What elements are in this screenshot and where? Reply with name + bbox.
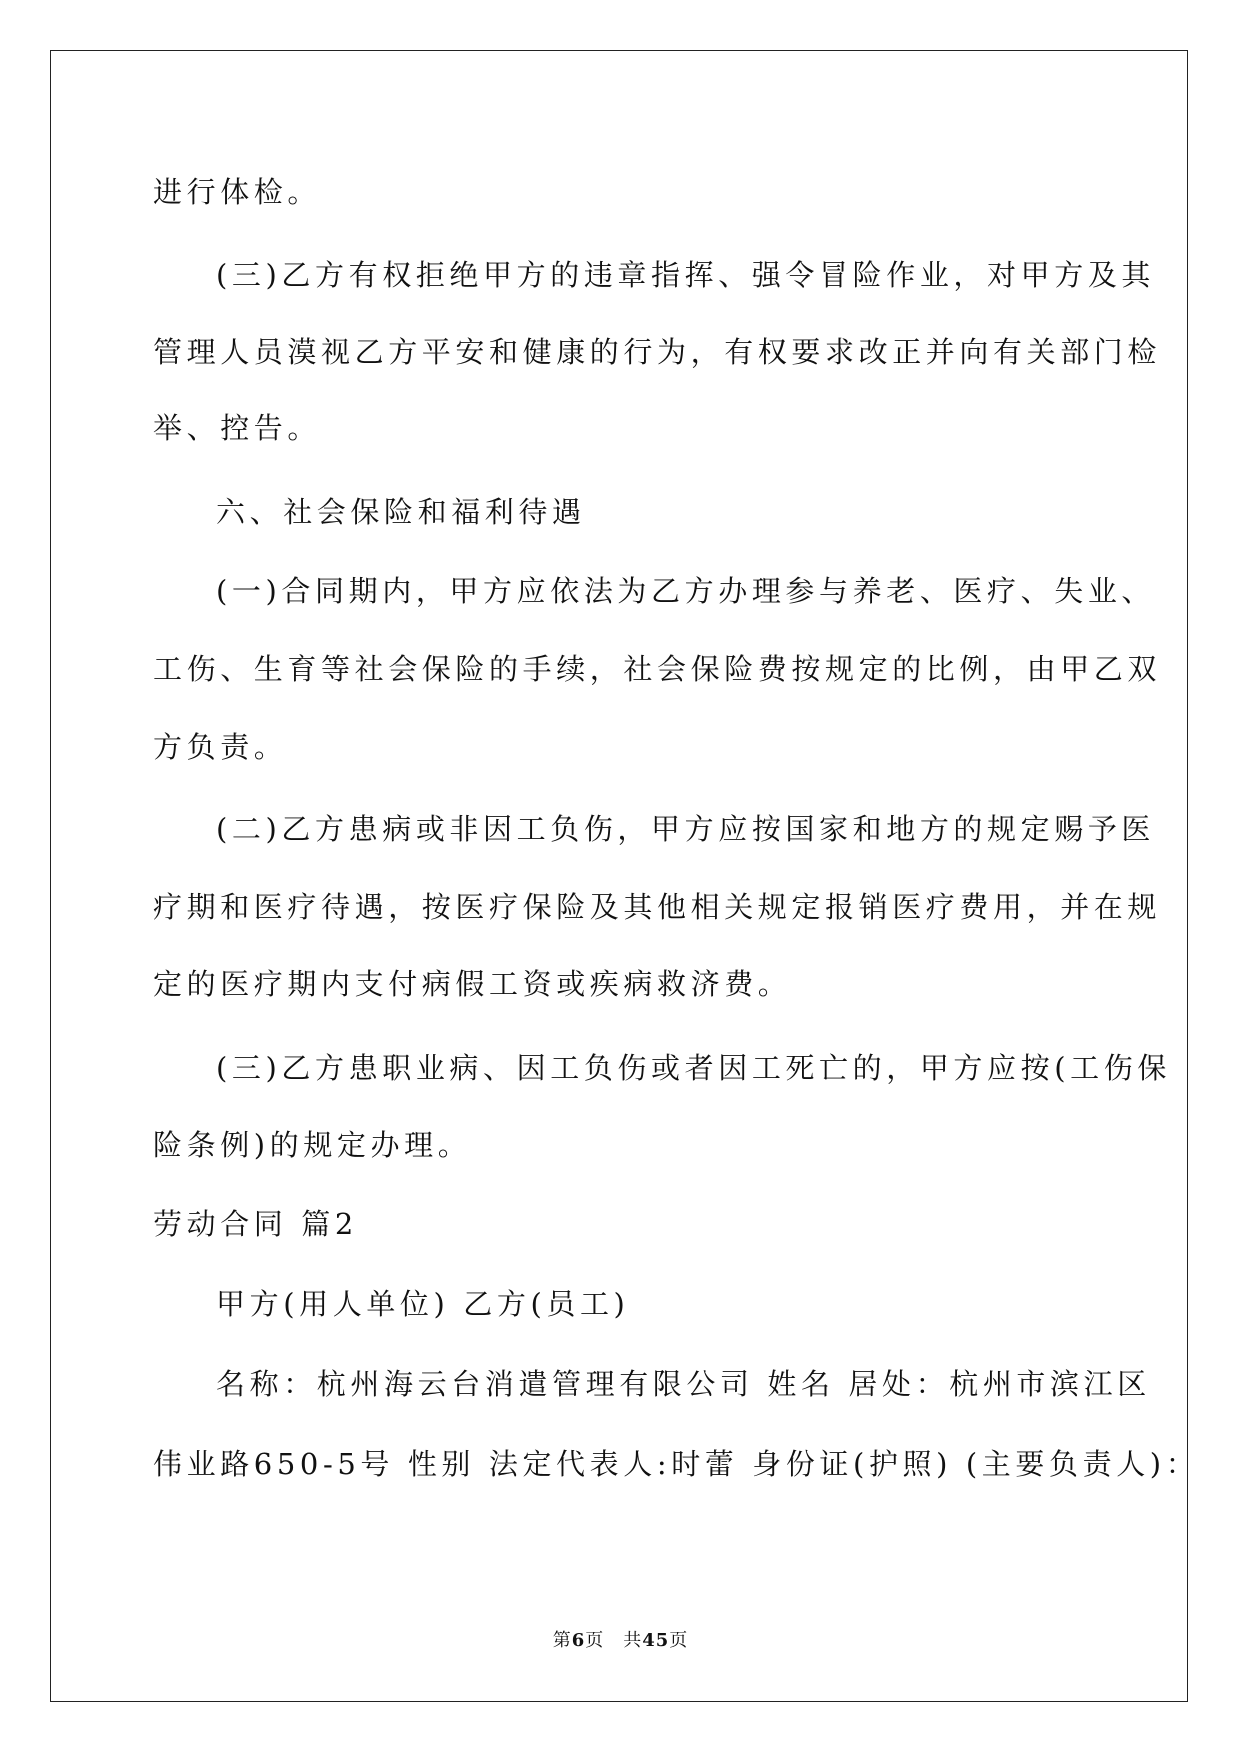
body-text-line: (一)合同期内，甲方应依法为乙方办理参与养老、医疗、失业、 (216, 574, 1156, 608)
body-text-line: 进行体检。 (153, 175, 322, 209)
page-footer (0, 1626, 1241, 1652)
body-text-line: (三)乙方有权拒绝甲方的违章指挥、强令冒险作业，对甲方及其 (216, 258, 1156, 292)
total-page-number: 45 (642, 1630, 670, 1651)
body-text-line: 甲方(用人单位) 乙方(员工) (216, 1287, 630, 1321)
body-text-line: 伟业路650-5号 性别 法定代表人:时蕾 身份证(护照) (主要负责人)： (153, 1447, 1200, 1481)
section-heading: 六、社会保险和福利待遇 (216, 495, 586, 529)
body-text-line: 举、控告。 (153, 411, 322, 445)
body-text-line: 疗期和医疗待遇，按医疗保险及其他相关规定报销医疗费用，并在规 (153, 890, 1162, 924)
footer-mid: 页 共 (585, 1630, 643, 1651)
body-text-line: 定的医疗期内支付病假工资或疾病救济费。 (153, 967, 792, 1001)
footer-suffix: 页 (669, 1630, 689, 1651)
body-text-line: (三)乙方患职业病、因工负伤或者因工死亡的，甲方应按(工伤保 (216, 1051, 1171, 1085)
current-page-number: 6 (571, 1630, 586, 1651)
body-text-line: 管理人员漠视乙方平安和健康的行为，有权要求改正并向有关部门检 (153, 335, 1162, 369)
footer-prefix: 第 (552, 1630, 572, 1651)
body-text-line: 险条例)的规定办理。 (153, 1128, 472, 1162)
body-text-line: (二)乙方患病或非因工负伤，甲方应按国家和地方的规定赐予医 (216, 812, 1156, 846)
body-text-line: 名称：杭州海云台消遣管理有限公司 姓名 居处：杭州市滨江区 (216, 1367, 1151, 1401)
body-text-line: 工伤、生育等社会保险的手续，社会保险费按规定的比例，由甲乙双 (153, 652, 1162, 686)
body-text-line: 方负责。 (153, 730, 288, 764)
article-title: 劳动合同 篇2 (153, 1207, 358, 1241)
